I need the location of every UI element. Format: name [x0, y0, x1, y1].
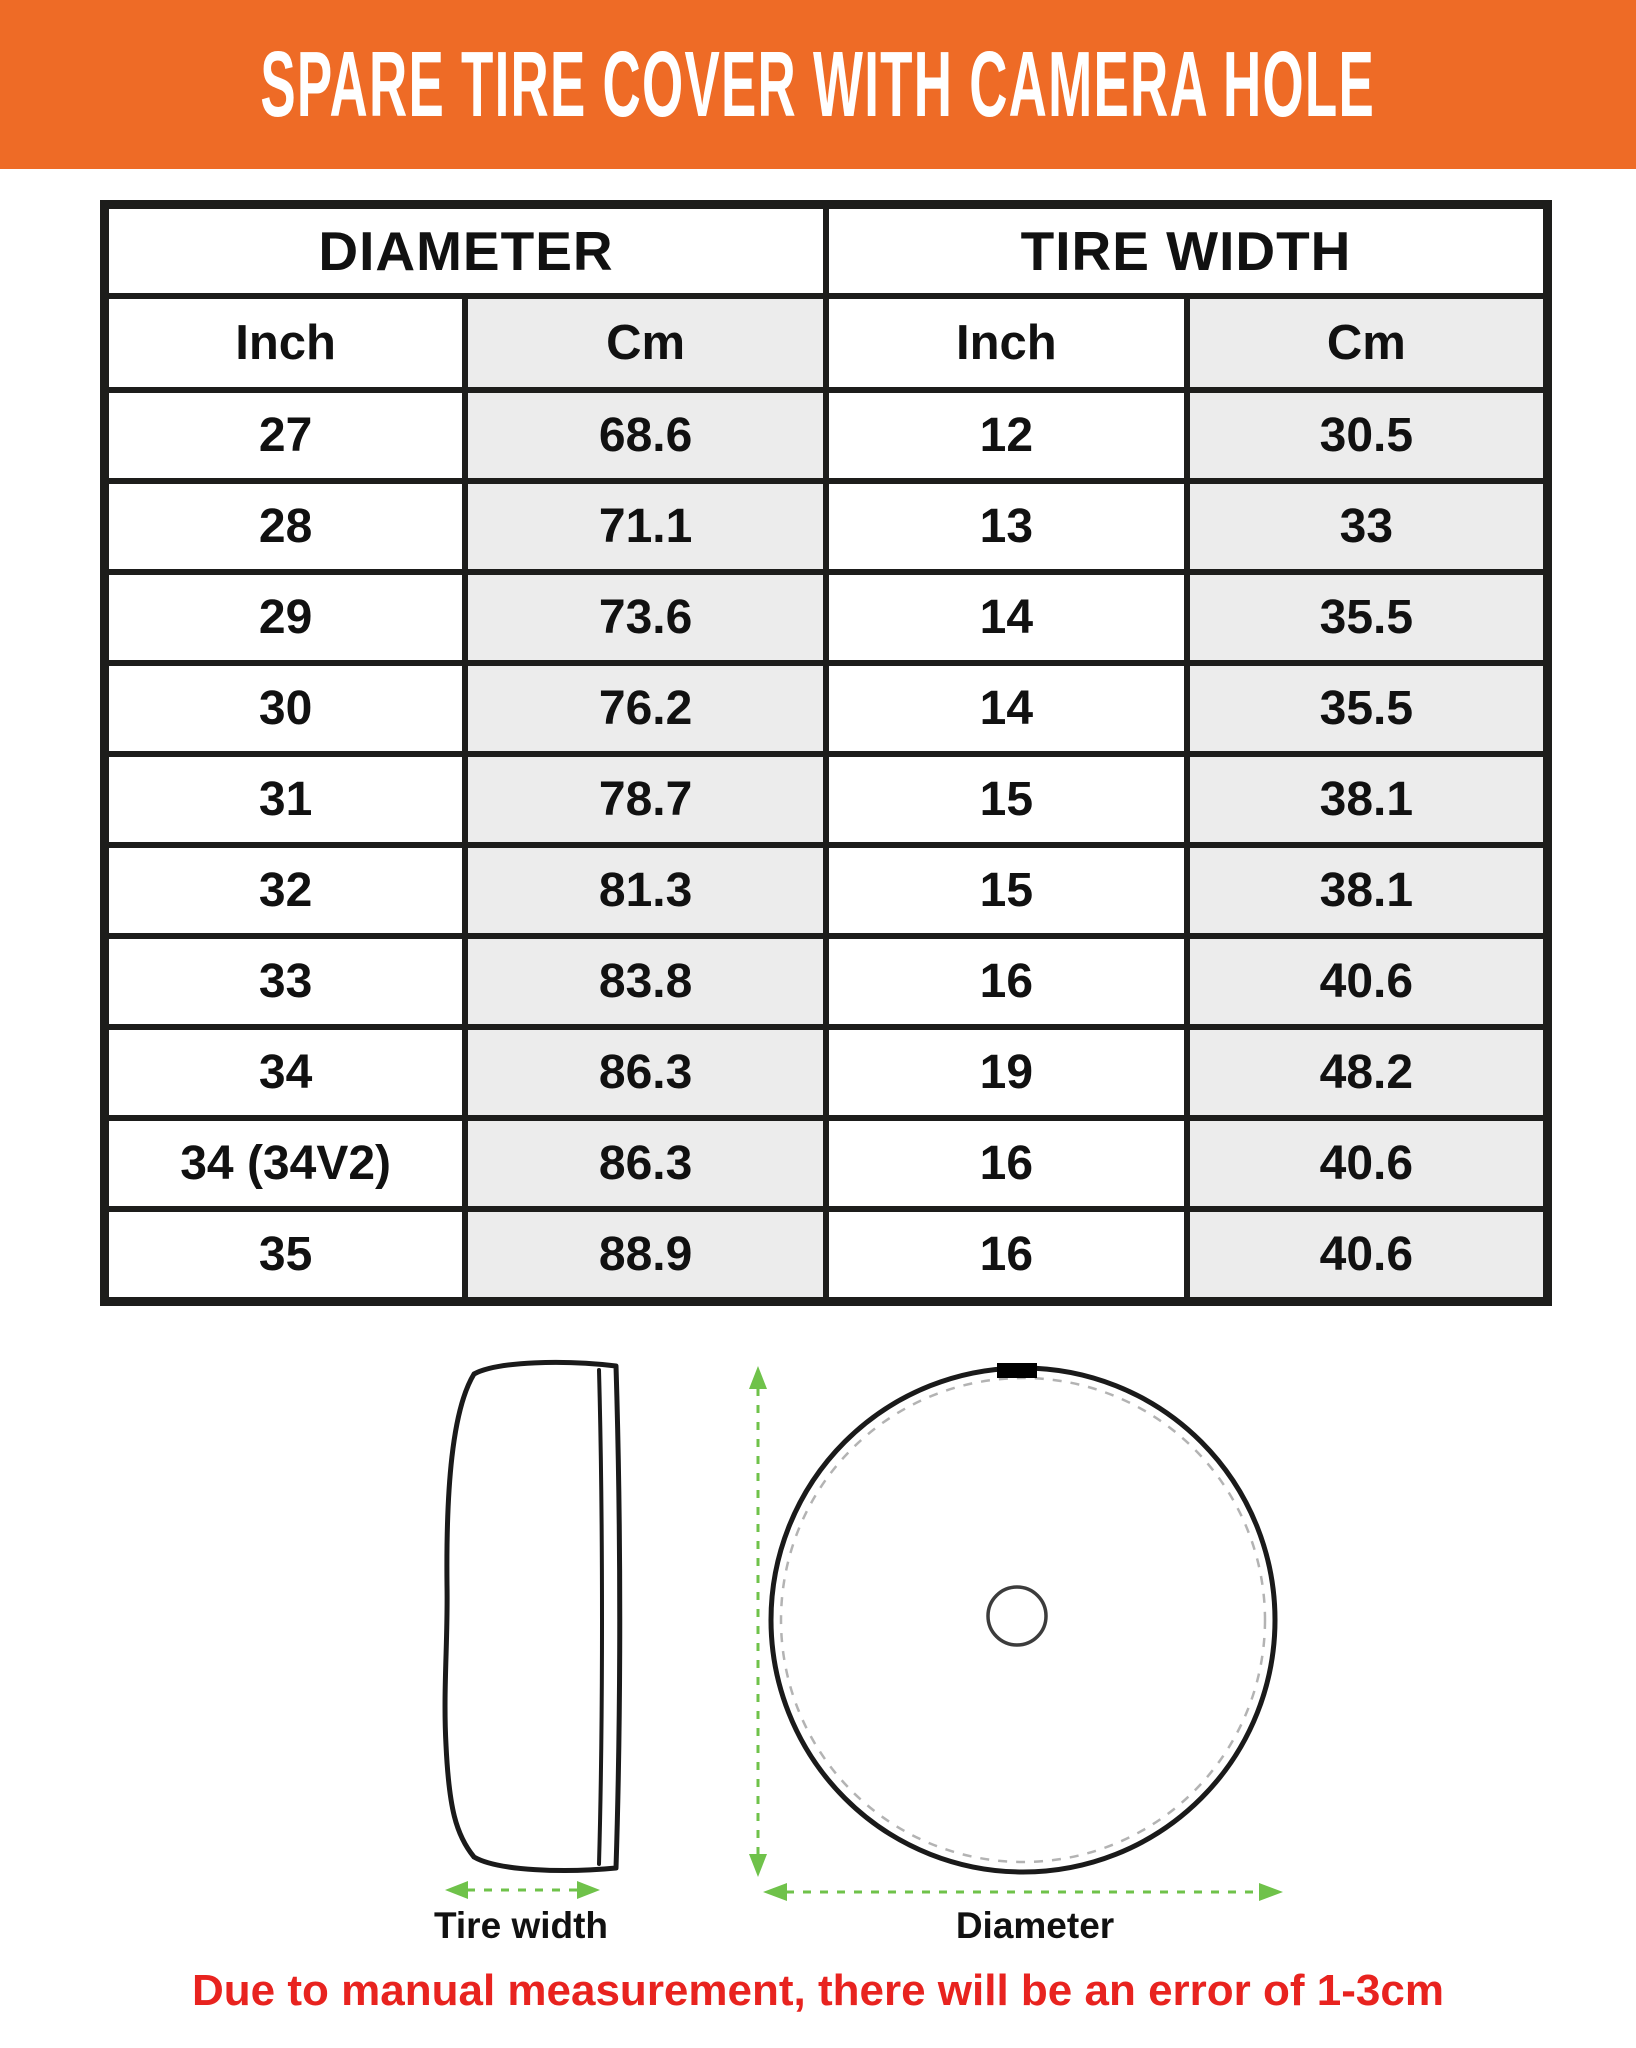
measurement-error-note: Due to manual measurement, there will be an error of 1-3cm	[192, 1966, 1444, 2015]
table-cell: 16	[826, 936, 1187, 1027]
table-cell: 35.5	[1187, 663, 1548, 754]
table-cell: 86.3	[465, 1118, 826, 1209]
table-row	[105, 1118, 1548, 1209]
table-row	[105, 572, 1548, 663]
arrowhead-right-icon	[1259, 1883, 1283, 1901]
table-cell: 38.1	[1187, 754, 1548, 845]
table-cell: 68.6	[465, 390, 826, 481]
table-cell: 71.1	[465, 481, 826, 572]
table-cell: 88.9	[465, 1209, 826, 1302]
table-cell: 78.7	[465, 754, 826, 845]
header-banner	[0, 0, 1636, 169]
table-cell: 29	[105, 572, 466, 663]
table-row	[105, 936, 1548, 1027]
table-cell: 31	[105, 754, 466, 845]
tire-front-view	[771, 1363, 1275, 1872]
column-header-inch-width: Inch	[826, 296, 1187, 390]
table-cell: 35.5	[1187, 572, 1548, 663]
table-row	[105, 754, 1548, 845]
measurement-diagram	[0, 1330, 1636, 1970]
column-header-cm-width: Cm	[1187, 296, 1548, 390]
tire-side-view	[445, 1362, 620, 1870]
table-cell: 14	[826, 572, 1187, 663]
vertical-diameter-arrow	[749, 1366, 767, 1877]
table-cell: 35	[105, 1209, 466, 1302]
table-row	[105, 390, 1548, 481]
table-cell: 28	[105, 481, 466, 572]
table-cell: 13	[826, 481, 1187, 572]
tire-width-label: Tire width	[433, 1905, 609, 1946]
group-header-row	[105, 205, 1548, 297]
column-header-row	[105, 296, 1548, 390]
table-cell: 34 (34V2)	[105, 1118, 466, 1209]
table-head	[105, 205, 1548, 391]
tire-side-profile	[445, 1362, 620, 1870]
table-cell: 83.8	[465, 936, 826, 1027]
table-cell: 34	[105, 1027, 466, 1118]
column-header-inch-diameter: Inch	[105, 296, 466, 390]
size-chart-table	[100, 200, 1552, 1306]
table-row	[105, 845, 1548, 936]
tire-width-arrow	[445, 1881, 600, 1899]
table-cell: 76.2	[465, 663, 826, 754]
table-cell: 30.5	[1187, 390, 1548, 481]
table-cell: 33	[105, 936, 466, 1027]
table-cell: 73.6	[465, 572, 826, 663]
table-cell: 27	[105, 390, 466, 481]
table-cell: 30	[105, 663, 466, 754]
table-cell: 15	[826, 845, 1187, 936]
table-row	[105, 481, 1548, 572]
table-cell: 81.3	[465, 845, 826, 936]
table-cell: 19	[826, 1027, 1187, 1118]
table-cell: 40.6	[1187, 1118, 1548, 1209]
column-header-cm-diameter: Cm	[465, 296, 826, 390]
table-cell: 40.6	[1187, 936, 1548, 1027]
diameter-label: Diameter	[955, 1905, 1115, 1946]
table-cell: 86.3	[465, 1027, 826, 1118]
table-cell: 16	[826, 1118, 1187, 1209]
table-row	[105, 1209, 1548, 1302]
table-cell: 33	[1187, 481, 1548, 572]
table-cell: 48.2	[1187, 1027, 1548, 1118]
group-header-diameter: DIAMETER	[105, 205, 827, 297]
table-cell: 12	[826, 390, 1187, 481]
arrowhead-down-icon	[749, 1854, 767, 1877]
table-row	[105, 1027, 1548, 1118]
table-cell: 16	[826, 1209, 1187, 1302]
group-header-tire-width: TIRE WIDTH	[826, 205, 1548, 297]
table-cell: 40.6	[1187, 1209, 1548, 1302]
table-cell: 32	[105, 845, 466, 936]
horizontal-diameter-arrow	[763, 1883, 1283, 1901]
table-body	[105, 390, 1548, 1302]
arrowhead-right-icon	[577, 1881, 600, 1899]
table-row	[105, 663, 1548, 754]
page-title: SPARE TIRE COVER WITH CAMERA HOLE	[260, 32, 1376, 136]
arrowhead-left-icon	[763, 1883, 787, 1901]
arrowhead-up-icon	[749, 1366, 767, 1389]
table-cell: 15	[826, 754, 1187, 845]
arrowhead-left-icon	[445, 1881, 468, 1899]
table-cell: 38.1	[1187, 845, 1548, 936]
valve-notch	[997, 1363, 1037, 1378]
camera-hole	[988, 1587, 1046, 1645]
table-cell: 14	[826, 663, 1187, 754]
